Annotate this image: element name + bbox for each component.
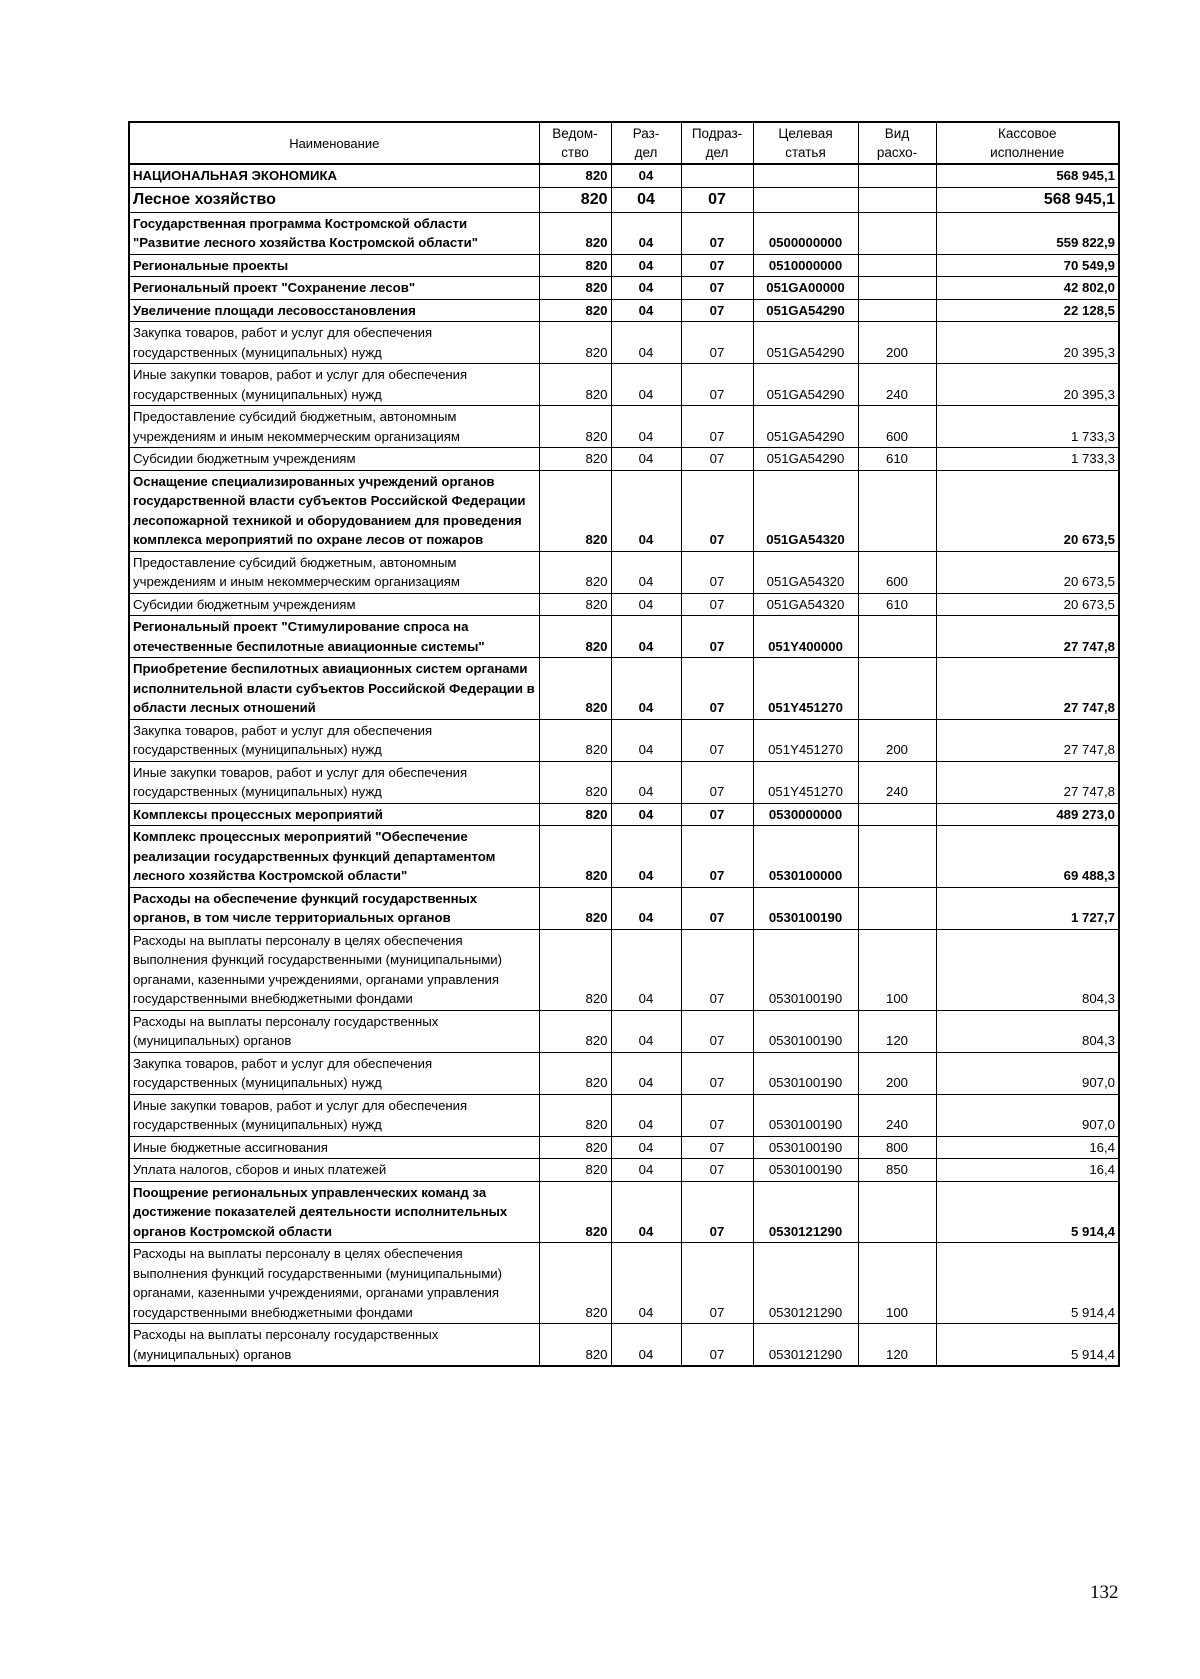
row-dept: 820 xyxy=(539,212,611,254)
row-section: 04 xyxy=(611,364,681,406)
row-name: Поощрение региональных управленческих команд за достижение показателей деятельности исполнительных органов Костромской области xyxy=(129,1181,539,1243)
row-subsection: 07 xyxy=(681,322,753,364)
row-target: 0510000000 xyxy=(753,254,858,277)
row-dept: 820 xyxy=(539,1136,611,1159)
row-target: 0530100190 xyxy=(753,887,858,929)
row-name: Расходы на обеспечение функций государственных органов, в том числе территориальных органов xyxy=(129,887,539,929)
table-body xyxy=(129,164,1119,1366)
row-dept: 820 xyxy=(539,761,611,803)
row-target: 051GA54320 xyxy=(753,551,858,593)
row-amount: 69 488,3 xyxy=(936,826,1119,888)
row-kind xyxy=(858,616,936,658)
row-name: Оснащение специализированных учреждений органов государственной власти субъектов Российской Федерации лесопожарной техникой и оборудованием для проведения комплекса мероприятий по охране лесов от пожаров xyxy=(129,470,539,551)
row-kind: 240 xyxy=(858,1094,936,1136)
row-dept: 820 xyxy=(539,1243,611,1324)
row-amount: 20 673,5 xyxy=(936,551,1119,593)
row-section: 04 xyxy=(611,406,681,448)
row-name: Комплекс процессных мероприятий "Обеспечение реализации государственных функций департаментом лесного хозяйства Костромской области" xyxy=(129,826,539,888)
table-row xyxy=(129,1324,1119,1367)
table-row xyxy=(129,929,1119,1010)
table-row xyxy=(129,1181,1119,1243)
row-subsection: 07 xyxy=(681,1010,753,1052)
row-section: 04 xyxy=(611,1010,681,1052)
row-amount: 20 395,3 xyxy=(936,322,1119,364)
row-section: 04 xyxy=(611,1094,681,1136)
row-dept: 820 xyxy=(539,164,611,187)
row-kind: 850 xyxy=(858,1159,936,1182)
table-row xyxy=(129,406,1119,448)
row-kind: 120 xyxy=(858,1010,936,1052)
row-section: 04 xyxy=(611,1159,681,1182)
row-section: 04 xyxy=(611,277,681,300)
row-amount: 42 802,0 xyxy=(936,277,1119,300)
page-number: 132 xyxy=(1090,1582,1119,1603)
row-dept: 820 xyxy=(539,719,611,761)
row-target xyxy=(753,164,858,187)
table-row xyxy=(129,761,1119,803)
row-amount: 16,4 xyxy=(936,1159,1119,1182)
row-amount: 27 747,8 xyxy=(936,761,1119,803)
row-amount: 804,3 xyxy=(936,1010,1119,1052)
row-section: 04 xyxy=(611,212,681,254)
row-target: 051GA54290 xyxy=(753,406,858,448)
table-row xyxy=(129,448,1119,471)
row-amount: 1 733,3 xyxy=(936,448,1119,471)
table-row xyxy=(129,187,1119,212)
table-row xyxy=(129,364,1119,406)
row-section: 04 xyxy=(611,616,681,658)
row-section: 04 xyxy=(611,887,681,929)
row-dept: 820 xyxy=(539,616,611,658)
row-dept: 820 xyxy=(539,1052,611,1094)
header-name: Наименование xyxy=(129,122,539,164)
table-row xyxy=(129,1010,1119,1052)
row-amount: 568 945,1 xyxy=(936,164,1119,187)
row-subsection: 07 xyxy=(681,212,753,254)
row-name: Государственная программа Костромской области "Развитие лесного хозяйства Костромской области" xyxy=(129,212,539,254)
row-section: 04 xyxy=(611,1324,681,1367)
row-subsection: 07 xyxy=(681,187,753,212)
row-subsection: 07 xyxy=(681,1136,753,1159)
row-amount: 559 822,9 xyxy=(936,212,1119,254)
row-name: Закупка товаров, работ и услуг для обеспечения государственных (муниципальных) нужд xyxy=(129,322,539,364)
table-row xyxy=(129,803,1119,826)
row-kind xyxy=(858,887,936,929)
row-target: 0530100190 xyxy=(753,1094,858,1136)
row-kind xyxy=(858,826,936,888)
row-dept: 820 xyxy=(539,470,611,551)
table-row xyxy=(129,616,1119,658)
row-name: Субсидии бюджетным учреждениям xyxy=(129,448,539,471)
row-name: Расходы на выплаты персоналу государственных (муниципальных) органов xyxy=(129,1010,539,1052)
row-target: 0500000000 xyxy=(753,212,858,254)
row-amount: 1 727,7 xyxy=(936,887,1119,929)
row-subsection: 07 xyxy=(681,803,753,826)
row-target: 0530100190 xyxy=(753,1159,858,1182)
row-section: 04 xyxy=(611,1052,681,1094)
row-amount: 489 273,0 xyxy=(936,803,1119,826)
row-amount: 27 747,8 xyxy=(936,719,1119,761)
row-section: 04 xyxy=(611,187,681,212)
row-name: Расходы на выплаты персоналу государственных (муниципальных) органов xyxy=(129,1324,539,1367)
row-subsection: 07 xyxy=(681,593,753,616)
row-target: 051Y400000 xyxy=(753,616,858,658)
row-section: 04 xyxy=(611,719,681,761)
row-kind xyxy=(858,1181,936,1243)
row-section: 04 xyxy=(611,929,681,1010)
table-row xyxy=(129,277,1119,300)
row-target: 051GA00000 xyxy=(753,277,858,300)
row-section: 04 xyxy=(611,470,681,551)
row-target: 0530121290 xyxy=(753,1324,858,1367)
row-name: Региональные проекты xyxy=(129,254,539,277)
row-amount: 804,3 xyxy=(936,929,1119,1010)
row-subsection: 07 xyxy=(681,254,753,277)
row-kind: 100 xyxy=(858,929,936,1010)
row-name: Комплексы процессных мероприятий xyxy=(129,803,539,826)
row-name: Региональный проект "Сохранение лесов" xyxy=(129,277,539,300)
row-dept: 820 xyxy=(539,1181,611,1243)
row-kind xyxy=(858,299,936,322)
row-section: 04 xyxy=(611,658,681,720)
row-kind: 240 xyxy=(858,364,936,406)
header-exec: Кассовое исполнение xyxy=(936,122,1119,164)
row-subsection: 07 xyxy=(681,719,753,761)
row-kind xyxy=(858,254,936,277)
row-subsection: 07 xyxy=(681,277,753,300)
row-dept: 820 xyxy=(539,448,611,471)
row-name: Региональный проект "Стимулирование спроса на отечественные беспилотные авиационные системы" xyxy=(129,616,539,658)
row-kind: 240 xyxy=(858,761,936,803)
row-subsection: 07 xyxy=(681,616,753,658)
table-row xyxy=(129,1136,1119,1159)
row-target xyxy=(753,187,858,212)
row-subsection: 07 xyxy=(681,1181,753,1243)
row-section: 04 xyxy=(611,299,681,322)
row-kind: 200 xyxy=(858,719,936,761)
header-kind: Вид расхо- xyxy=(858,122,936,164)
table-row xyxy=(129,1159,1119,1182)
row-dept: 820 xyxy=(539,1324,611,1367)
row-amount: 568 945,1 xyxy=(936,187,1119,212)
table-row xyxy=(129,322,1119,364)
row-kind xyxy=(858,658,936,720)
table-row xyxy=(129,719,1119,761)
row-dept: 820 xyxy=(539,299,611,322)
row-dept: 820 xyxy=(539,803,611,826)
row-section: 04 xyxy=(611,1243,681,1324)
row-subsection: 07 xyxy=(681,761,753,803)
row-name: Иные закупки товаров, работ и услуг для обеспечения государственных (муниципальных) нужд xyxy=(129,364,539,406)
row-name: Закупка товаров, работ и услуг для обеспечения государственных (муниципальных) нужд xyxy=(129,719,539,761)
row-subsection: 07 xyxy=(681,887,753,929)
row-target: 051GA54290 xyxy=(753,364,858,406)
row-subsection: 07 xyxy=(681,1159,753,1182)
row-amount: 5 914,4 xyxy=(936,1181,1119,1243)
row-kind: 800 xyxy=(858,1136,936,1159)
table-row xyxy=(129,593,1119,616)
row-target: 0530100190 xyxy=(753,1052,858,1094)
row-target: 051GA54290 xyxy=(753,299,858,322)
budget-sheet xyxy=(128,121,1118,1367)
row-name: Иные закупки товаров, работ и услуг для обеспечения государственных (муниципальных) нужд xyxy=(129,1094,539,1136)
row-kind: 200 xyxy=(858,322,936,364)
row-amount: 907,0 xyxy=(936,1052,1119,1094)
row-section: 04 xyxy=(611,448,681,471)
row-name: Расходы на выплаты персоналу в целях обеспечения выполнения функций государственными (муниципальными) органами, казенными учреждениями, органами управления государственными внебюджетными фондами xyxy=(129,1243,539,1324)
row-subsection xyxy=(681,164,753,187)
row-target: 0530100190 xyxy=(753,1010,858,1052)
row-kind: 200 xyxy=(858,1052,936,1094)
row-section: 04 xyxy=(611,322,681,364)
row-subsection: 07 xyxy=(681,364,753,406)
row-target: 051Y451270 xyxy=(753,761,858,803)
row-dept: 820 xyxy=(539,551,611,593)
row-name: Иные закупки товаров, работ и услуг для обеспечения государственных (муниципальных) нужд xyxy=(129,761,539,803)
table-row xyxy=(129,1052,1119,1094)
row-name: Лесное хозяйство xyxy=(129,187,539,212)
row-dept: 820 xyxy=(539,277,611,300)
row-name: Приобретение беспилотных авиационных систем органами исполнительной власти субъектов Российской Федерации в области лесных отношений xyxy=(129,658,539,720)
row-subsection: 07 xyxy=(681,448,753,471)
row-kind xyxy=(858,470,936,551)
row-dept: 820 xyxy=(539,322,611,364)
table-row xyxy=(129,1094,1119,1136)
row-amount: 27 747,8 xyxy=(936,616,1119,658)
row-subsection: 07 xyxy=(681,1243,753,1324)
row-subsection: 07 xyxy=(681,1324,753,1367)
row-name: Расходы на выплаты персоналу в целях обеспечения выполнения функций государственными (муниципальными) органами, казенными учреждениями, органами управления государственными внебюджетными фондами xyxy=(129,929,539,1010)
row-amount: 5 914,4 xyxy=(936,1243,1119,1324)
row-target: 051GA54290 xyxy=(753,448,858,471)
row-subsection: 07 xyxy=(681,470,753,551)
row-name: Увеличение площади лесовосстановления xyxy=(129,299,539,322)
row-amount: 20 673,5 xyxy=(936,470,1119,551)
table-row xyxy=(129,658,1119,720)
row-name: НАЦИОНАЛЬНАЯ ЭКОНОМИКА xyxy=(129,164,539,187)
row-kind: 600 xyxy=(858,551,936,593)
row-subsection: 07 xyxy=(681,551,753,593)
row-dept: 820 xyxy=(539,364,611,406)
row-subsection: 07 xyxy=(681,658,753,720)
row-section: 04 xyxy=(611,551,681,593)
row-subsection: 07 xyxy=(681,406,753,448)
row-target: 0530100000 xyxy=(753,826,858,888)
row-amount: 1 733,3 xyxy=(936,406,1119,448)
row-name: Закупка товаров, работ и услуг для обеспечения государственных (муниципальных) нужд xyxy=(129,1052,539,1094)
row-target: 0530121290 xyxy=(753,1181,858,1243)
row-dept: 820 xyxy=(539,887,611,929)
row-kind xyxy=(858,803,936,826)
header-target: Целевая статья xyxy=(753,122,858,164)
row-kind: 610 xyxy=(858,448,936,471)
row-dept: 820 xyxy=(539,593,611,616)
table-row xyxy=(129,551,1119,593)
row-kind: 100 xyxy=(858,1243,936,1324)
row-dept: 820 xyxy=(539,1010,611,1052)
table-row xyxy=(129,826,1119,888)
budget-execution-table xyxy=(128,121,1120,1367)
header-subsection: Подраз- дел xyxy=(681,122,753,164)
row-target: 051GA54320 xyxy=(753,470,858,551)
header-section: Раз- дел xyxy=(611,122,681,164)
row-amount: 20 395,3 xyxy=(936,364,1119,406)
row-subsection: 07 xyxy=(681,1052,753,1094)
row-section: 04 xyxy=(611,826,681,888)
table-row xyxy=(129,212,1119,254)
table-row xyxy=(129,470,1119,551)
row-kind xyxy=(858,164,936,187)
row-amount: 27 747,8 xyxy=(936,658,1119,720)
row-target: 0530100190 xyxy=(753,1136,858,1159)
row-section: 04 xyxy=(611,164,681,187)
row-section: 04 xyxy=(611,1181,681,1243)
row-kind: 120 xyxy=(858,1324,936,1367)
row-name: Предоставление субсидий бюджетным, автономным учреждениям и иным некоммерческим организациям xyxy=(129,551,539,593)
row-kind xyxy=(858,277,936,300)
row-subsection: 07 xyxy=(681,929,753,1010)
row-amount: 22 128,5 xyxy=(936,299,1119,322)
table-row xyxy=(129,887,1119,929)
row-amount: 907,0 xyxy=(936,1094,1119,1136)
row-section: 04 xyxy=(611,761,681,803)
row-target: 051Y451270 xyxy=(753,658,858,720)
row-target: 051GA54290 xyxy=(753,322,858,364)
row-section: 04 xyxy=(611,803,681,826)
row-kind: 600 xyxy=(858,406,936,448)
header-dept: Ведом- ство xyxy=(539,122,611,164)
row-kind xyxy=(858,187,936,212)
row-name: Предоставление субсидий бюджетным, автономным учреждениям и иным некоммерческим организациям xyxy=(129,406,539,448)
row-name: Иные бюджетные ассигнования xyxy=(129,1136,539,1159)
row-target: 0530100190 xyxy=(753,929,858,1010)
row-amount: 5 914,4 xyxy=(936,1324,1119,1367)
table-row xyxy=(129,299,1119,322)
row-kind: 610 xyxy=(858,593,936,616)
row-dept: 820 xyxy=(539,1159,611,1182)
row-subsection: 07 xyxy=(681,299,753,322)
row-dept: 820 xyxy=(539,406,611,448)
table-row xyxy=(129,254,1119,277)
row-name: Субсидии бюджетным учреждениям xyxy=(129,593,539,616)
table-header-row xyxy=(129,122,1119,164)
row-dept: 820 xyxy=(539,658,611,720)
row-subsection: 07 xyxy=(681,826,753,888)
table-row xyxy=(129,1243,1119,1324)
row-dept: 820 xyxy=(539,826,611,888)
row-dept: 820 xyxy=(539,187,611,212)
row-amount: 16,4 xyxy=(936,1136,1119,1159)
row-amount: 20 673,5 xyxy=(936,593,1119,616)
row-subsection: 07 xyxy=(681,1094,753,1136)
row-amount: 70 549,9 xyxy=(936,254,1119,277)
row-dept: 820 xyxy=(539,254,611,277)
row-dept: 820 xyxy=(539,1094,611,1136)
row-target: 051Y451270 xyxy=(753,719,858,761)
row-name: Уплата налогов, сборов и иных платежей xyxy=(129,1159,539,1182)
row-kind xyxy=(858,212,936,254)
table-row xyxy=(129,164,1119,187)
row-section: 04 xyxy=(611,254,681,277)
row-section: 04 xyxy=(611,1136,681,1159)
row-dept: 820 xyxy=(539,929,611,1010)
row-target: 0530121290 xyxy=(753,1243,858,1324)
row-target: 051GA54320 xyxy=(753,593,858,616)
row-target: 0530000000 xyxy=(753,803,858,826)
row-section: 04 xyxy=(611,593,681,616)
